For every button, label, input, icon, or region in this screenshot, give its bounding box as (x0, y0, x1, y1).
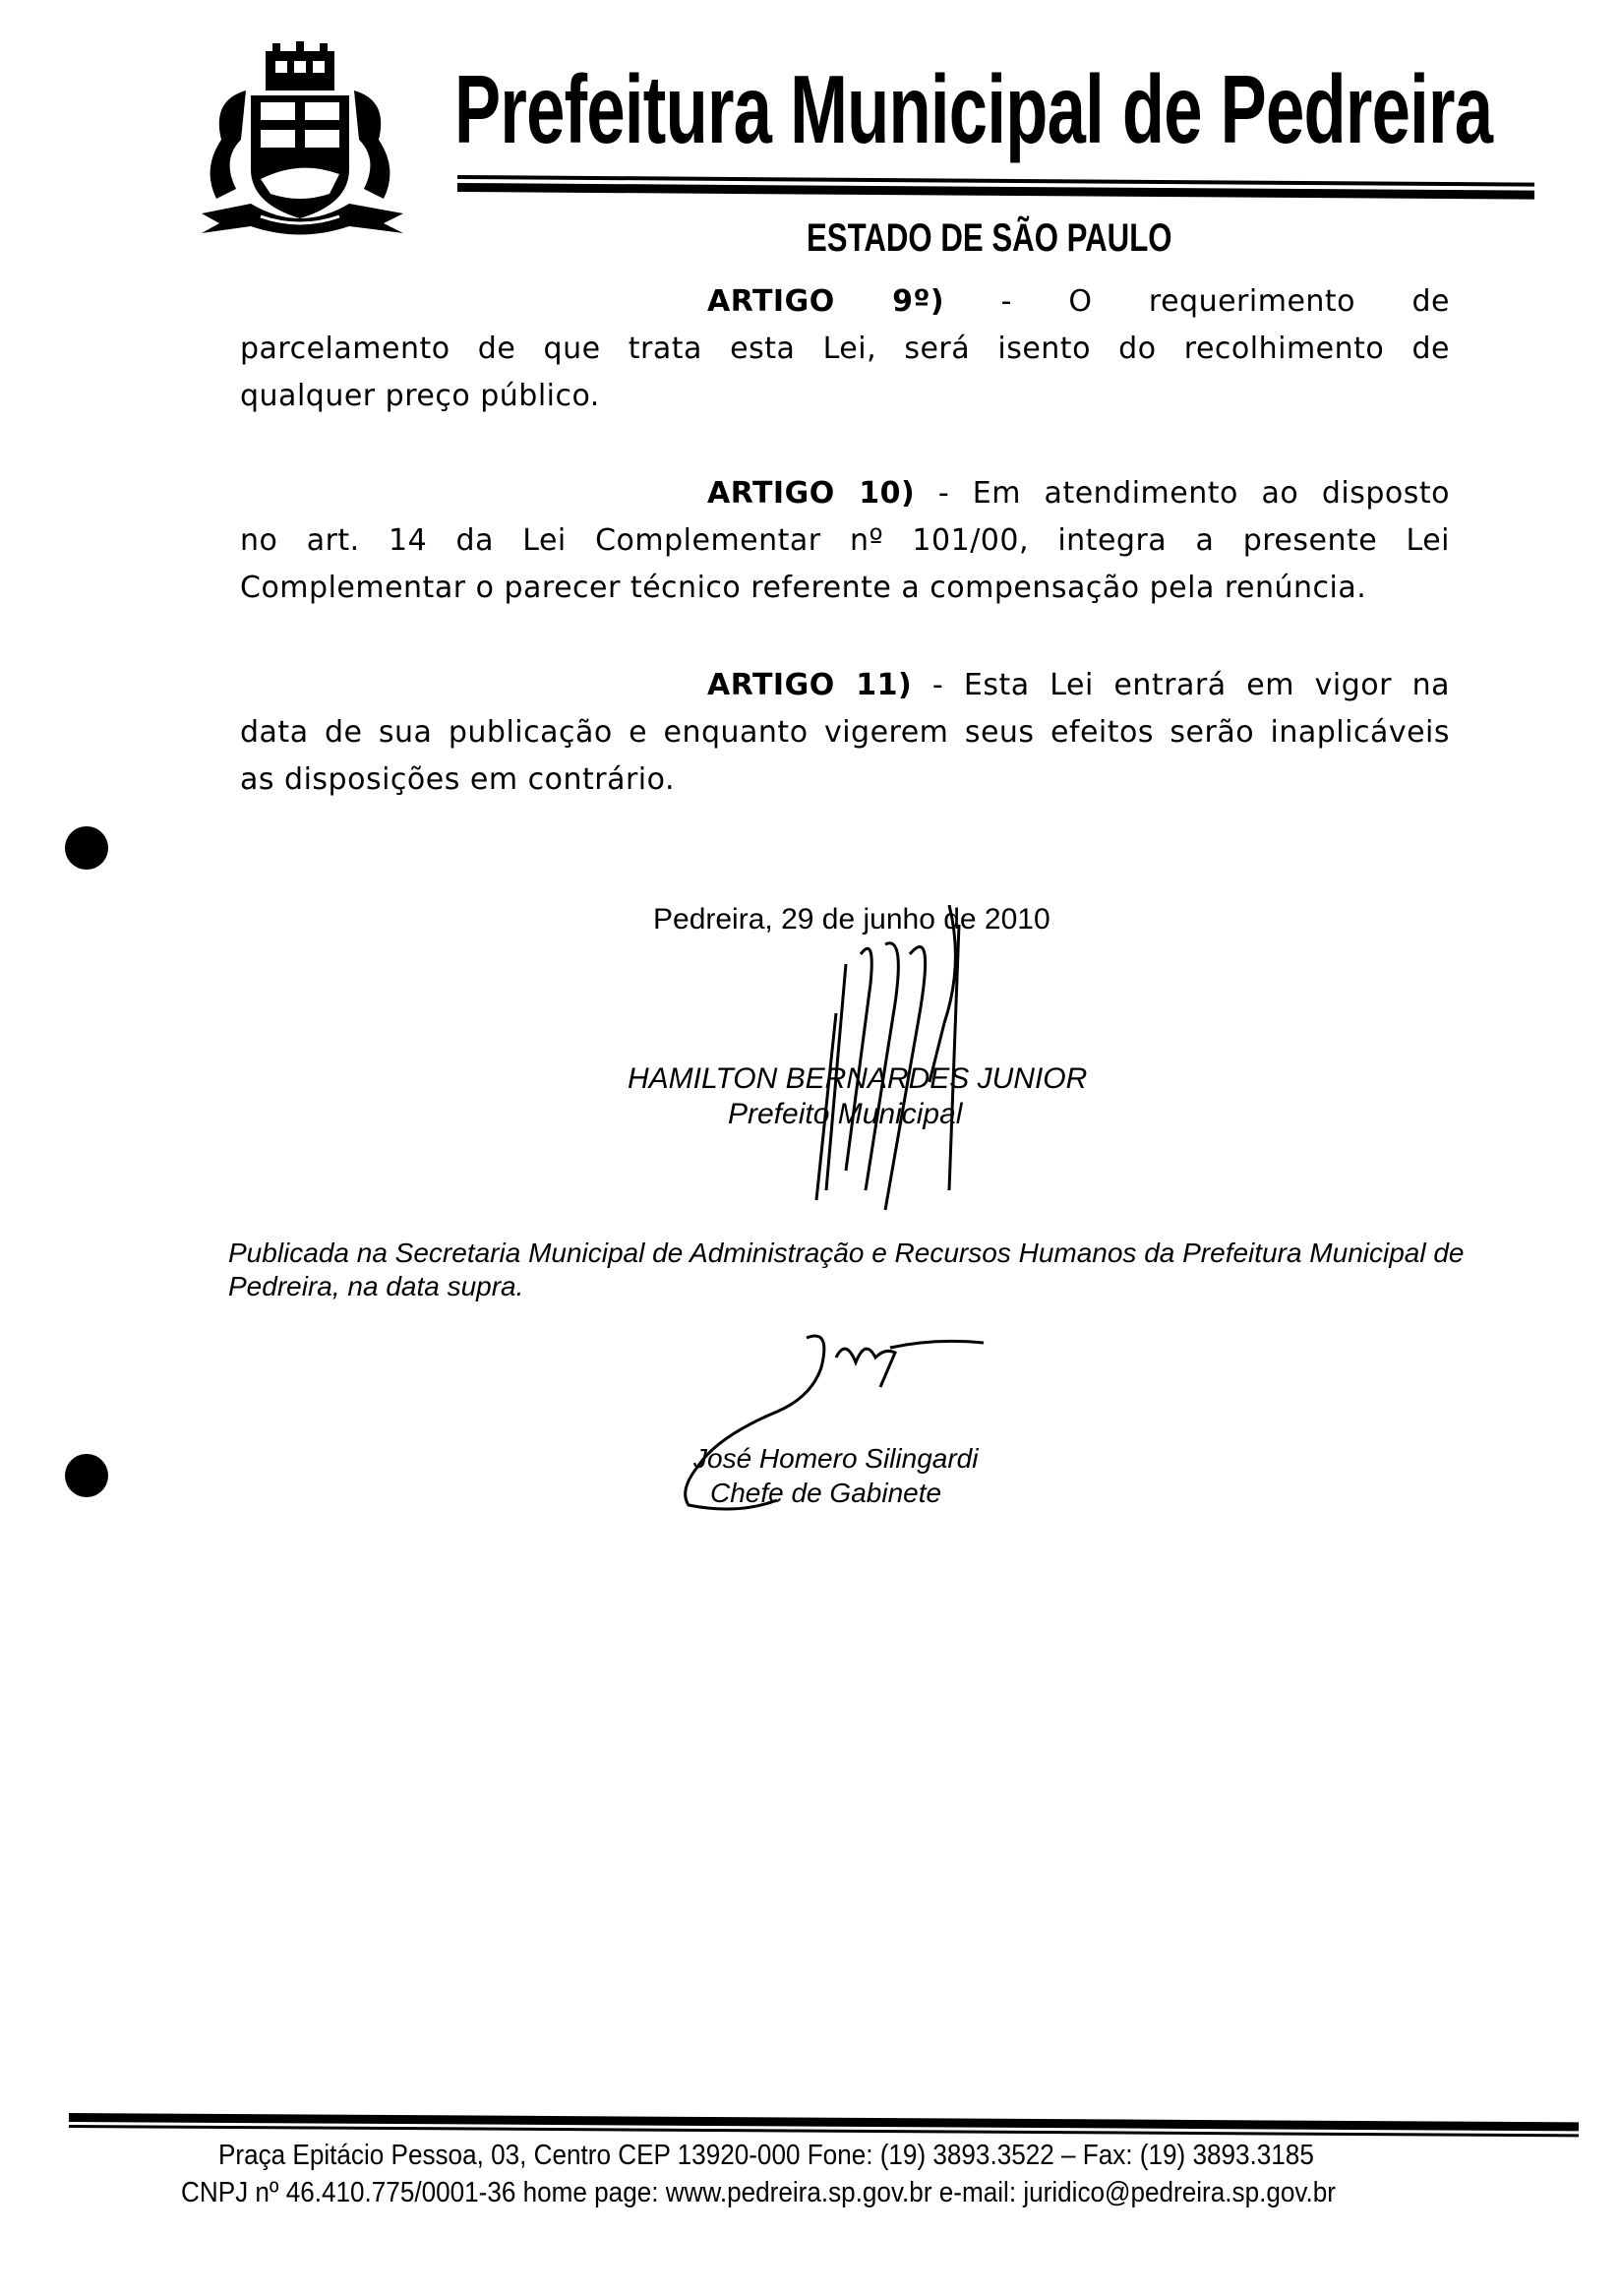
mayor-name: HAMILTON BERNARDES JUNIOR (628, 1062, 1088, 1095)
footer-address: Praça Epitácio Pessoa, 03, Centro CEP 13920-000 Fone: (19) 3893.3522 – Fax: (19) 3893.3185 (218, 2140, 1314, 2171)
mayor-role: Prefeito Municipal (728, 1098, 963, 1130)
article-10 (240, 470, 1450, 612)
article-label: ARTIGO 9º) (707, 284, 945, 319)
publication-line: Pedreira, na data supra. (228, 1271, 524, 1301)
article-line (240, 470, 1450, 517)
article-line (240, 662, 1450, 709)
article-line: no art. 14 da Lei Complementar nº 101/00, integra a presente Lei (240, 523, 1450, 558)
chief-role: Chefe de Gabinete (710, 1478, 942, 1508)
article-text: - Esta Lei entrará em vigor na (931, 668, 1450, 702)
page-title: Prefeitura Municipal de Pedreira (454, 55, 1493, 163)
article-line: Complementar o parecer técnico referente a compensação pela renúncia. (240, 571, 1367, 605)
article-text: - Em atendimento ao disposto (937, 476, 1450, 511)
punch-hole (65, 1454, 108, 1497)
punch-hole (65, 826, 108, 870)
publication-line: Publicada na Secretaria Municipal de Administração e Recursos Humanos da Prefeitura Municipal de (228, 1238, 1465, 1268)
state-subtitle: ESTADO DE SÃO PAULO (807, 216, 1172, 260)
footer-contact: CNPJ nº 46.410.775/0001-36 home page: www.pedreira.sp.gov.br e-mail: juridico@pedreira.sp.gov.br (181, 2177, 1336, 2208)
article-line (240, 278, 1450, 326)
article-line: parcelamento de que trata esta Lei, será isento do recolhimento de (240, 332, 1450, 366)
chief-name: José Homero Silingardi (693, 1443, 979, 1474)
article-9 (240, 278, 1450, 420)
article-line: qualquer preço público. (240, 379, 600, 413)
article-label: ARTIGO 10) (707, 476, 916, 511)
article-label: ARTIGO 11) (707, 668, 913, 702)
date-line: Pedreira, 29 de junho de 2010 (653, 903, 1050, 936)
article-line: data de sua publicação e enquanto vigerem seus efeitos serão inaplicáveis (240, 715, 1450, 750)
article-text: - O requerimento de (1000, 284, 1450, 319)
article-11 (240, 662, 1450, 804)
article-line: as disposições em contrário. (240, 762, 675, 797)
coat-of-arms-logo (192, 41, 418, 238)
